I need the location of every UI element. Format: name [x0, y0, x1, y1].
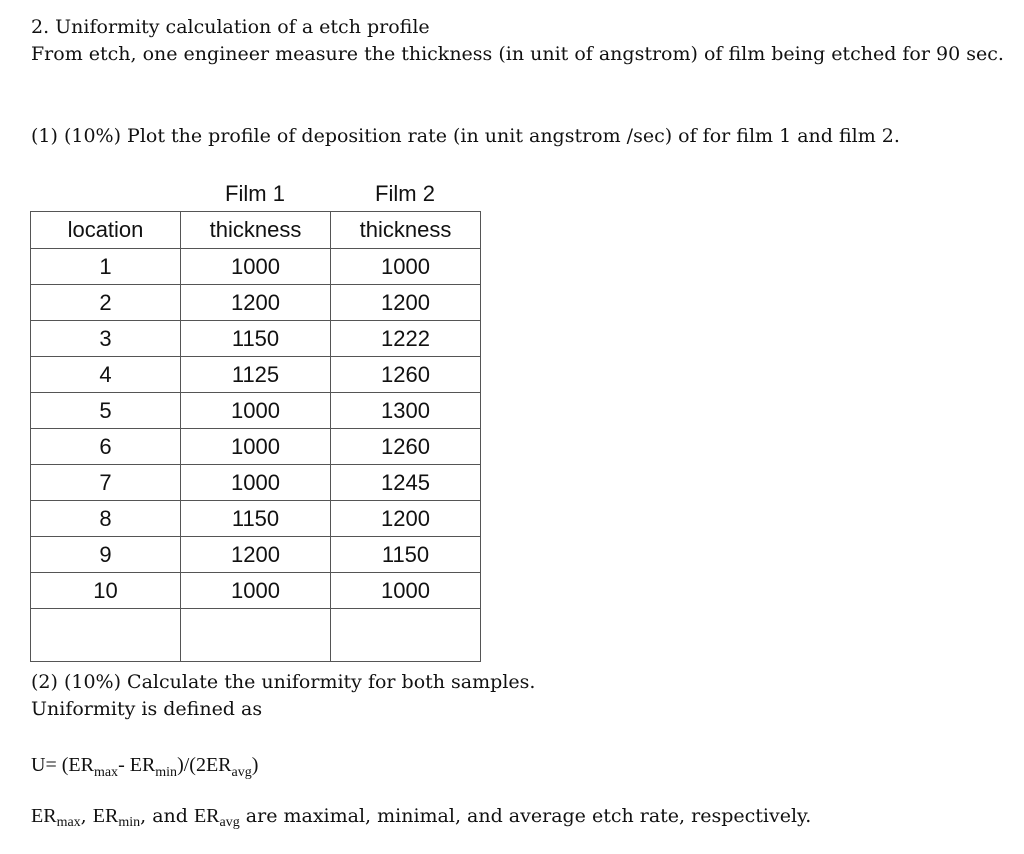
film1-thickness-cell: 1000 [181, 573, 331, 609]
table-row [31, 393, 481, 429]
thickness-table [30, 211, 481, 662]
table-row [31, 573, 481, 609]
column-header-film1-thickness: thickness [181, 212, 331, 249]
film2-thickness-cell: 1222 [331, 321, 481, 357]
def-er-1: ER [31, 805, 57, 827]
empty-cell [181, 609, 331, 662]
table-row [31, 321, 481, 357]
table-row [31, 465, 481, 501]
formula-middle: )/(2ER [177, 754, 232, 776]
table-row [31, 537, 481, 573]
film2-thickness-cell: 1200 [331, 501, 481, 537]
location-cell: 8 [31, 501, 181, 537]
def-and: , and [140, 805, 188, 827]
film1-thickness-cell: 1200 [181, 285, 331, 321]
def-er-2: ER [92, 805, 119, 827]
film1-thickness-cell: 1150 [181, 501, 331, 537]
def-er-3: ER [193, 805, 220, 827]
uniformity-formula [31, 752, 258, 781]
location-cell: 1 [31, 249, 181, 285]
film2-thickness-cell: 1300 [331, 393, 481, 429]
film1-thickness-cell: 1125 [181, 357, 331, 393]
film2-thickness-cell: 1000 [331, 573, 481, 609]
film2-thickness-cell: 1260 [331, 357, 481, 393]
problem-title: 2. Uniformity calculation of a etch profile [31, 16, 430, 38]
location-cell: 7 [31, 465, 181, 501]
etch-rate-definitions [31, 802, 811, 833]
column-header-location: location [31, 212, 181, 249]
film1-thickness-cell: 1000 [181, 249, 331, 285]
table-row [31, 501, 481, 537]
formula-sub-avg: avg [231, 765, 252, 780]
uniformity-definition-intro: Uniformity is defined as [31, 698, 263, 720]
location-cell: 6 [31, 429, 181, 465]
problem-intro: From etch, one engineer measure the thickness (in unit of angstrom) of film being etched for 90 sec. [31, 43, 1004, 65]
table-row [31, 249, 481, 285]
film2-thickness-cell: 1245 [331, 465, 481, 501]
location-cell: 4 [31, 357, 181, 393]
formula-suffix: ) [251, 754, 259, 776]
def-sub-max: max [56, 815, 81, 830]
table-row [31, 285, 481, 321]
film1-thickness-cell: 1200 [181, 537, 331, 573]
film-2-header: Film 2 [375, 181, 435, 206]
def-sep-1: , [80, 805, 87, 827]
table-row [31, 357, 481, 393]
formula-sub-max: max [93, 765, 119, 780]
def-sub-min: min [118, 815, 141, 830]
question-1-text: (1) (10%) Plot the profile of deposition rate (in unit angstrom /sec) of for film 1 and film 2. [31, 125, 900, 147]
location-cell: 10 [31, 573, 181, 609]
empty-cell [31, 609, 181, 662]
def-rest: are maximal, minimal, and average etch rate, respectively. [245, 805, 812, 827]
film1-thickness-cell: 1000 [181, 429, 331, 465]
table-empty-row [31, 609, 481, 662]
question-2-text: (2) (10%) Calculate the uniformity for both samples. [31, 671, 536, 693]
location-cell: 5 [31, 393, 181, 429]
film1-thickness-cell: 1000 [181, 393, 331, 429]
location-cell: 9 [31, 537, 181, 573]
film1-thickness-cell: 1150 [181, 321, 331, 357]
def-sub-avg: avg [219, 815, 240, 830]
location-cell: 2 [31, 285, 181, 321]
film2-thickness-cell: 1150 [331, 537, 481, 573]
table-row [31, 429, 481, 465]
location-cell: 3 [31, 321, 181, 357]
formula-prefix: U= (ER [31, 754, 94, 776]
film2-thickness-cell: 1000 [331, 249, 481, 285]
film2-thickness-cell: 1200 [331, 285, 481, 321]
film1-thickness-cell: 1000 [181, 465, 331, 501]
film2-thickness-cell: 1260 [331, 429, 481, 465]
formula-minus: - ER [118, 754, 156, 776]
column-header-film2-thickness: thickness [331, 212, 481, 249]
empty-cell [331, 609, 481, 662]
table-header-row [31, 212, 481, 249]
formula-sub-min: min [155, 765, 178, 780]
film-1-header: Film 1 [225, 181, 285, 206]
